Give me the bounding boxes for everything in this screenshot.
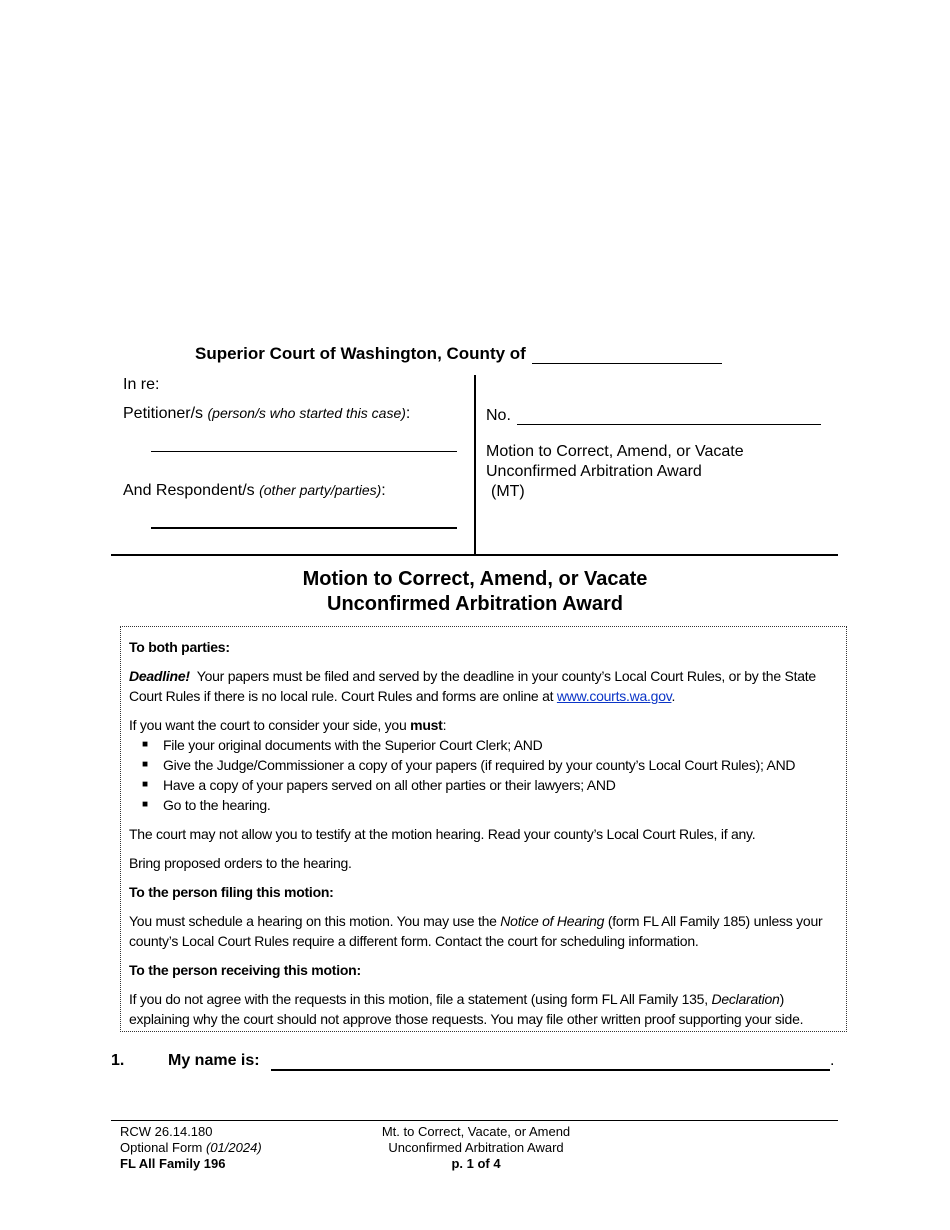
item-1-end: . [830, 1052, 835, 1069]
petitioner-heading: Petitioner/s (person/s who started this case): [123, 405, 411, 422]
footer-center: Mt. to Correct, Vacate, or Amend Unconfirmed Arbitration Award p. 1 of 4 [340, 1124, 612, 1172]
receiving-heading: To the person receiving this motion: [129, 962, 361, 978]
deadline-paragraph: Deadline! Your papers must be filed and served by the deadline in your county’s Local Court Rules, or by the State Court Rules if there is no local rule. Court Rules and forms are online at www.courts.wa.gov. [129, 668, 816, 704]
doc-code: (MT) [491, 483, 525, 500]
caption-doc-title: Motion to Correct, Amend, or Vacate Unconfirmed Arbitration Award (MT) [486, 443, 744, 500]
respondent-note: (other party/parties) [259, 482, 382, 498]
my-name-field[interactable] [271, 1069, 830, 1071]
consider-paragraph: If you want the court to consider your side, you must: [129, 717, 447, 733]
list-item: ■ Give the Judge/Commissioner a copy of your papers (if required by your county’s Local Court Rules); AND [142, 757, 796, 773]
bullet-icon: ■ [142, 739, 148, 750]
respondent-name-field[interactable] [151, 527, 457, 529]
receiving-paragraph: If you do not agree with the requests in this motion, file a statement (using form FL All Family 135, Declaration) explaining why the court should not approve those requests. You may file other written proof supporting your side. [129, 991, 804, 1027]
bullet-icon: ■ [142, 799, 148, 810]
in-re-label: In re: [123, 376, 160, 393]
bullet-icon: ■ [142, 779, 148, 790]
orders-paragraph: Bring proposed orders to the hearing. [129, 855, 352, 871]
case-number-field[interactable] [517, 424, 821, 425]
list-item: ■ Have a copy of your papers served on all other parties or their lawyers; AND [142, 777, 616, 793]
caption-bottom-rule [111, 554, 838, 556]
footer-optional-form: Optional Form (01/2024) [120, 1140, 262, 1155]
county-field[interactable] [532, 345, 722, 364]
page-title: Motion to Correct, Amend, or Vacate Unconfirmed Arbitration Award [302, 568, 648, 615]
courts-website-link[interactable]: www.courts.wa.gov [556, 688, 672, 704]
filing-heading: To the person filing this motion: [129, 884, 334, 900]
court-label: Superior Court of Washington, County of [195, 344, 526, 363]
footer-rule [111, 1120, 838, 1121]
list-item: ■ File your original documents with the Superior Court Clerk; AND [142, 737, 543, 753]
testify-paragraph: The court may not allow you to testify at the motion hearing. Read your county’s Local Court Rules, if any. [129, 826, 756, 842]
requirements-list [129, 735, 838, 815]
petitioner-name-field[interactable] [151, 451, 457, 452]
filing-paragraph: You must schedule a hearing on this motion. You may use the Notice of Hearing (form FL All Family 185) unless your county’s Local Court Rules require a different form. Contact the court for scheduling information. [129, 913, 823, 949]
bullet-icon: ■ [142, 759, 148, 770]
deadline-label: Deadline! [129, 668, 190, 684]
item-1-number: 1. [111, 1052, 125, 1069]
petitioner-label: Petitioner/s [123, 405, 204, 422]
case-number-label: No. [486, 407, 511, 424]
footer-left [120, 1124, 262, 1172]
both-parties-heading: To both parties: [129, 639, 230, 655]
petitioner-note: (person/s who started this case) [207, 405, 406, 421]
item-1-label: My name is: [168, 1052, 260, 1069]
footer-rcw: RCW 26.14.180 [120, 1124, 213, 1139]
list-item: ■ Go to the hearing. [142, 797, 271, 813]
court-heading [195, 344, 722, 364]
caption-divider [474, 375, 476, 555]
instructions-box [120, 626, 847, 1032]
footer-form-id: FL All Family 196 [120, 1156, 226, 1171]
footer-page-number: p. 1 of 4 [451, 1156, 501, 1171]
respondent-label: And Respondent/s [123, 482, 255, 499]
respondent-heading: And Respondent/s (other party/parties): [123, 482, 386, 499]
